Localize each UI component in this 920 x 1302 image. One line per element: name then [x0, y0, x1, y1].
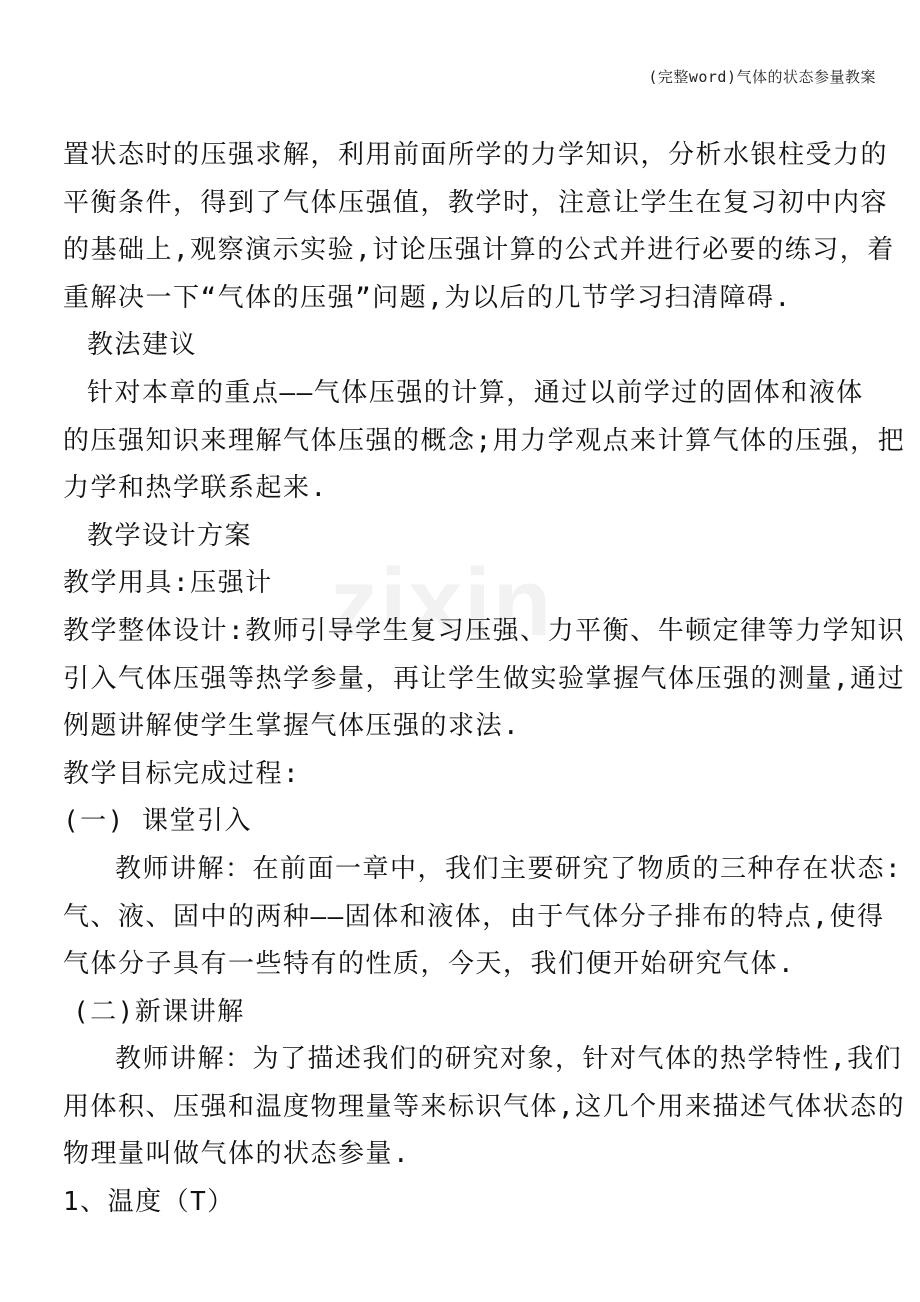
body-line: 置状态时的压强求解，利用前面所学的力学知识，分析水银柱受力的	[63, 140, 889, 170]
body-line: 力学和热学联系起来.	[63, 473, 328, 504]
watermark-logo: zixin	[330, 549, 554, 656]
body-line: 重解决一下“气体的压强”问题,为以后的几节学习扫清障碍.	[63, 282, 792, 313]
section-heading-teaching-method: 教法建议	[87, 330, 198, 361]
section-heading-design-plan: 教学设计方案	[87, 520, 253, 551]
body-line: 的基础上,观察演示实验,讨论压强计算的公式并进行必要的练习，着	[63, 235, 895, 266]
body-line: 针对本章的重点——气体压强的计算，通过以前学过的固体和液体	[87, 377, 864, 408]
body-line: 教学用具:压强计	[63, 568, 273, 599]
body-line: 教学整体设计:教师引导学生复习压强、力平衡、牛顿定律等力学知识	[63, 615, 906, 646]
list-item-temperature: 1、温度（T）	[63, 1187, 235, 1218]
document-header-title: (完整word)气体的状态参量教案	[648, 68, 876, 86]
body-line: 平衡条件，得到了气体压强值，教学时，注意让学生在复习初中内容	[63, 187, 889, 218]
body-line: 引入气体压强等热学参量，再让学生做实验掌握气体压强的测量,通过	[63, 663, 906, 694]
body-line: 物理量叫做气体的状态参量.	[63, 1139, 411, 1170]
body-line: 气、液、固中的两种——固体和液体，由于气体分子排布的特点,使得	[63, 901, 885, 932]
body-line: 气体分子具有一些特有的性质，今天，我们便开始研究气体.	[63, 949, 796, 980]
body-line: 用体积、压强和温度物理量等来标识气体,这几个用来描述气体状态的	[63, 1091, 906, 1122]
subsection-heading-intro: (一) 课堂引入	[63, 806, 252, 837]
document-body	[63, 132, 906, 1227]
body-line: 教师讲解：为了描述我们的研究对象，针对气体的热学特性,我们	[115, 1044, 903, 1075]
body-line: 例题讲解使学生掌握气体压强的求法.	[63, 711, 521, 742]
body-line: 教师讲解：在前面一章中，我们主要研究了物质的三种存在状态:	[115, 853, 903, 884]
subsection-heading-new-lesson: (二)新课讲解	[73, 996, 245, 1027]
body-line: 的压强知识来理解气体压强的概念;用力学观点来计算气体的压强，把	[63, 425, 906, 456]
section-heading-process: 教学目标完成过程:	[63, 758, 301, 789]
